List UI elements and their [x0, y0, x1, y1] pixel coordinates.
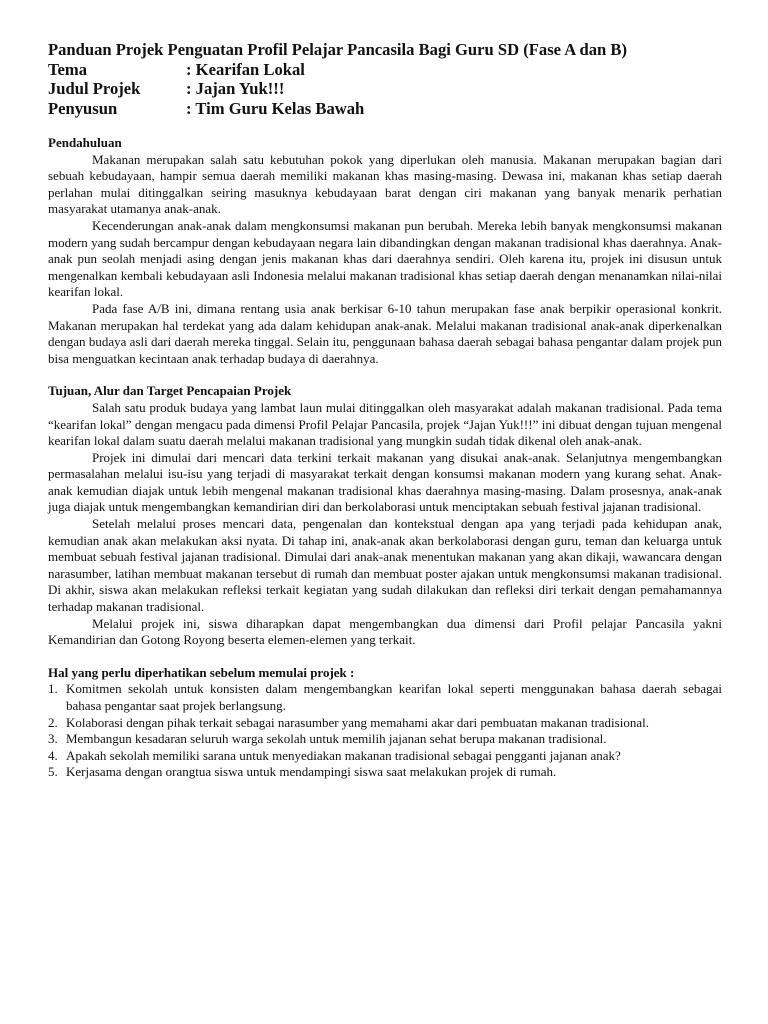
list-item	[48, 681, 722, 714]
list-item	[48, 715, 722, 732]
section-tujuan-alur-target	[48, 383, 722, 649]
list-number: 4.	[48, 747, 58, 763]
paragraph: Salah satu produk budaya yang lambat laun mulai ditinggalkan oleh masyarakat adalah makanan tradisional. Pada tema “kearifan lokal” dengan mengacu pada dimensi Profil Pelajar Pancasila, projek “Jajan Yuk!!!” ini dibuat dengan tujuan mengenal kearifan lokal dalam suatu daerah melalui makanan tradisional yang mungkin sudah tidak dikenal oleh anak-anak.	[48, 399, 722, 449]
paragraph: Kecenderungan anak-anak dalam mengkonsumsi makanan pun berubah. Mereka lebih banyak mengkonsumsi makanan modern yang sudah bercampur dengan kebudayaan negara lain dibandingkan dengan makanan tradisional khas daerahnya. Anak-anak pun seolah menjadi asing dengan jenis makanan khas dari daerahnya sendiri. Oleh karena itu, projek ini disusun untuk mengenalkan kembali kebudayaan asli Indonesia melalui makanan tradisional khas setiap daerah dengan menanamkan nilai-nilai kearifan lokal.	[48, 217, 722, 300]
list-number: 1.	[48, 681, 58, 697]
meta-label: Penyusun	[48, 98, 118, 118]
list-text: Komitmen sekolah untuk konsisten dalam mengembangkan kearifan lokal seperti menggunakan bahasa daerah sebagai bahasa pengantar saat projek berlangsung.	[66, 681, 722, 713]
document-title: Panduan Projek Penguatan Profil Pelajar Pancasila Bagi Guru SD (Fase A dan B)	[48, 40, 627, 59]
list-item	[48, 748, 722, 765]
paragraph: Projek ini dimulai dari mencari data terkini terkait makanan yang disukai anak-anak. Selanjutnya mengembangkan permasalahan melalui isu-isu yang terjadi di masyarakat terkait dengan konsumsi makanan modern yang kurang sehat. Anak-anak kemudian diajak untuk lebih mengenal makanan tradisional khas daerahnya masing-masing. Dalam prosesnya, anak-anak juga diajak untuk mengembangkan kemandirian diri dan berkolaborasi untuk menciptakan sebuah festival jajanan tradisional.	[48, 449, 722, 515]
meta-value: : Kearifan Lokal	[186, 59, 305, 79]
list-number: 5.	[48, 764, 58, 780]
list-text: Kolaborasi dengan pihak terkait sebagai narasumber yang memahami akar dari pembuatan makanan tradisional.	[66, 714, 649, 730]
meta-row-judul-projek	[48, 79, 722, 99]
meta-row-penyusun	[48, 99, 722, 119]
paragraph: Pada fase A/B ini, dimana rentang usia anak berkisar 6-10 tahun merupakan fase anak berpikir operasional konkrit. Makanan merupakan hal terdekat yang ada dalam kehidupan anak-anak. Melalui makanan tradisional anak-anak diperkenalkan dengan budaya asli dari daerah mereka tinggal. Selain itu, penggunaan bahasa daerah sebagai bahasa pengantar dalam projek pun bisa menguatkan kecintaan anak terhadap budaya di daerahnya.	[48, 300, 722, 366]
document-page	[48, 40, 722, 781]
meta-label: Tema	[48, 59, 88, 79]
section-heading: Tujuan, Alur dan Target Pencapaian Projek	[48, 383, 292, 399]
list-item	[48, 764, 722, 781]
list-text: Kerjasama dengan orangtua siswa untuk mendampingi siswa saat melakukan projek di rumah.	[66, 764, 557, 780]
section-heading: Hal yang perlu diperhatikan sebelum memulai projek :	[48, 664, 355, 680]
section-checklist	[48, 665, 722, 781]
list-number: 2.	[48, 714, 58, 730]
document-meta	[48, 60, 722, 119]
list-text: Membangun kesadaran seluruh warga sekolah untuk memilih jajanan sehat berupa makanan tradisional.	[66, 731, 607, 747]
meta-value: : Tim Guru Kelas Bawah	[186, 98, 365, 118]
checklist-list	[48, 681, 722, 781]
paragraph: Makanan merupakan salah satu kebutuhan pokok yang diperlukan oleh manusia. Makanan merupakan bagian dari sebuah kebudayaan, hampir semua daerah memiliki makanan khas masing-masing. Dewasa ini, makanan khas setiap daerah perlahan mulai ditinggalkan seiring masuknya kebudayaan barat dengan ciri makanan yang banyak menarik perhatian masyarakat utamanya anak-anak.	[48, 151, 722, 217]
meta-row-tema	[48, 60, 722, 80]
paragraph: Setelah melalui proses mencari data, pengenalan dan kontekstual dengan apa yang terjadi pada kehidupan anak, kemudian anak akan melakukan aksi nyata. Di tahap ini, anak-anak akan berkolaborasi dengan guru, teman dan keluarga untuk membuat sebuah festival jajanan tradisional. Dimulai dari anak-anak menentukan makanan yang akan dikaji, wawancara dengan narasumber, latihan membuat makanan tersebut di rumah dan membuat poster ajakan untuk mengkonsumsi makanan tradisional. Di akhir, siswa akan melakukan refleksi terkait kegiatan yang sudah dilakukan dan refleksi diri terkait dengan pemahamannya terhadap makanan tradisional.	[48, 516, 722, 615]
list-number: 3.	[48, 731, 58, 747]
meta-value: : Jajan Yuk!!!	[186, 79, 285, 98]
list-item	[48, 731, 722, 748]
paragraph: Melalui projek ini, siswa diharapkan dapat mengembangkan dua dimensi dari Profil pelajar Pancasila yakni Kemandirian dan Gotong Royong beserta elemen-elemen yang terkait.	[48, 615, 722, 648]
list-text: Apakah sekolah memiliki sarana untuk menyediakan makanan tradisional sebagai pengganti jajanan anak?	[66, 747, 621, 763]
meta-label: Judul Projek	[48, 79, 141, 98]
section-heading: Pendahuluan	[48, 135, 122, 150]
section-pendahuluan	[48, 135, 722, 367]
